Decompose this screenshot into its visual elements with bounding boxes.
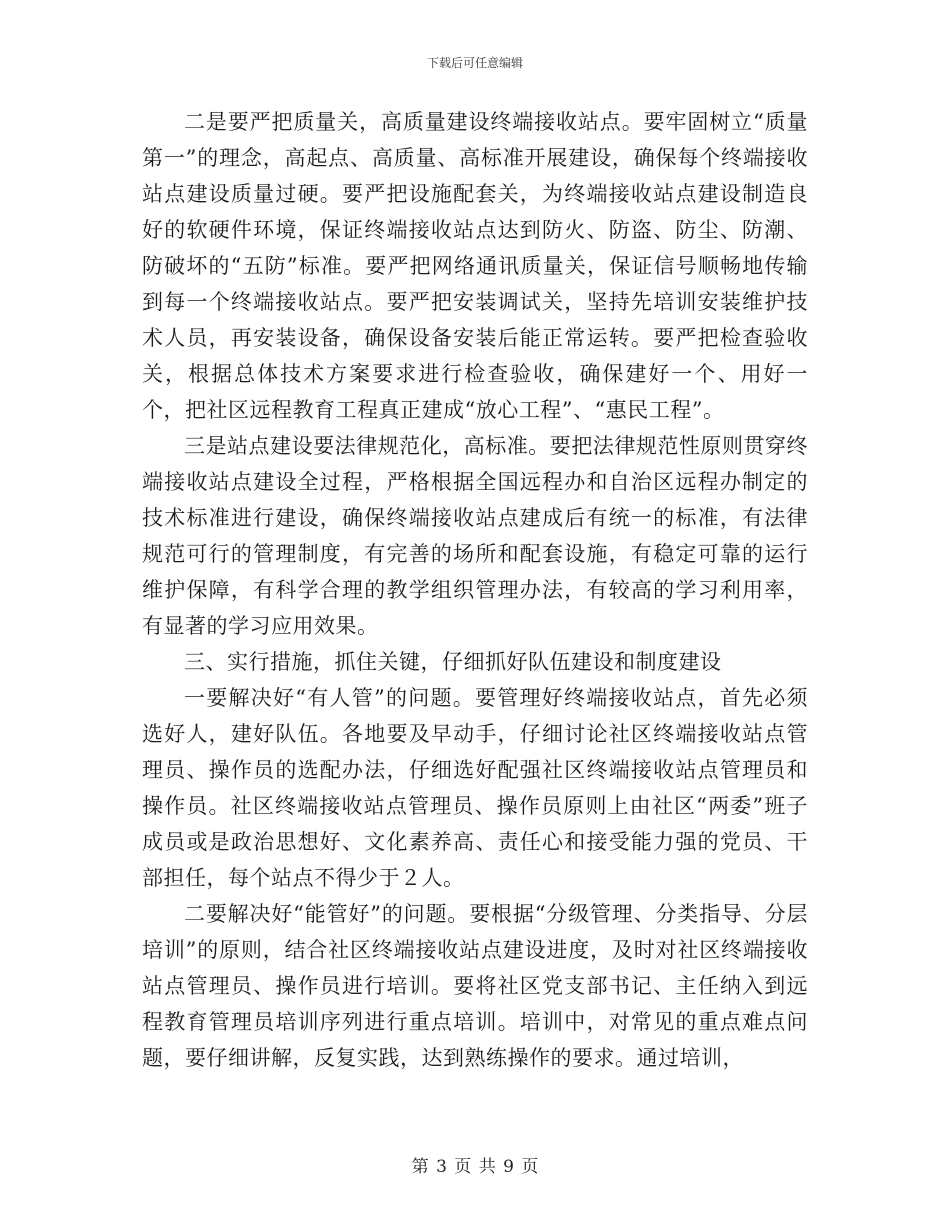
section-heading-measures: 三、实行措施，抓住关键，仔细抓好队伍建设和制度建设 <box>184 650 722 674</box>
document-body <box>142 104 808 1076</box>
paragraph-quality-control: 二是要严把质量关，高质量建设终端接收站点。要牢固树立“质量第一”的理念，高起点、高质量、高标准开展建设，确保每个终端接收站点建设质量过硬。要严把设施配套关，为终端接收站点建设制造良好的软硬件环境，保证终端接收站点达到防火、防盗、防尘、防潮、防破坏的“五防”标准。要严把网络通讯质量关，保证信号顺畅地传输到每一个终端接收站点。要严把安装调试关，坚持先培训安装维护技术人员，再安装设备，确保设备安装后能正常运转。要严把检查验收关，根据总体技术方案要求进行检查验收，确保建好一个、用好一个，把社区远程教育工程真正建成“放心工程”、“惠民工程”。 <box>142 110 808 422</box>
paragraph-staffing: 一要解决好“有人管”的问题。要管理好终端接收站点，首先必须选好人，建好队伍。各地要及早动手，仔细讨论社区终端接收站点管理员、操作员的选配办法，仔细选好配强社区终端接收站点管理员和操作员。社区终端接收站点管理员、操作员原则上由社区“两委”班子成员或是政治思想好、文化素养高、责任心和接受能力强的党员、干部担任，每个站点不得少于２人。 <box>142 686 808 890</box>
paragraph-training: 二要解决好“能管好”的问题。要根据“分级管理、分类指导、分层培训”的原则，结合社区终端接收站点建设进度，及时对社区终端接收站点管理员、操作员进行培训。要将社区党支部书记、主任纳入到远程教育管理员培训序列进行重点培训。培训中，对常见的重点难点问题，要仔细讲解，反复实践，达到熟练操作的要求。通过培训， <box>142 902 808 1070</box>
page-header-note: 下载后可任意编辑 <box>426 56 523 70</box>
paragraph-site-standards: 三是站点建设要法律规范化，高标准。要把法律规范性原则贯穿终端接收站点建设全过程，严格根据全国远程办和自治区远程办制定的技术标准进行建设，确保终端接收站点建成后有统一的标准，有法律规范可行的管理制度，有完善的场所和配套设施，有稳定可靠的运行维护保障，有科学合理的教学组织管理办法，有较高的学习利用率，有显著的学习应用效果。 <box>142 434 808 638</box>
page-number: 第 3 页 共 9 页 <box>411 1157 539 1177</box>
